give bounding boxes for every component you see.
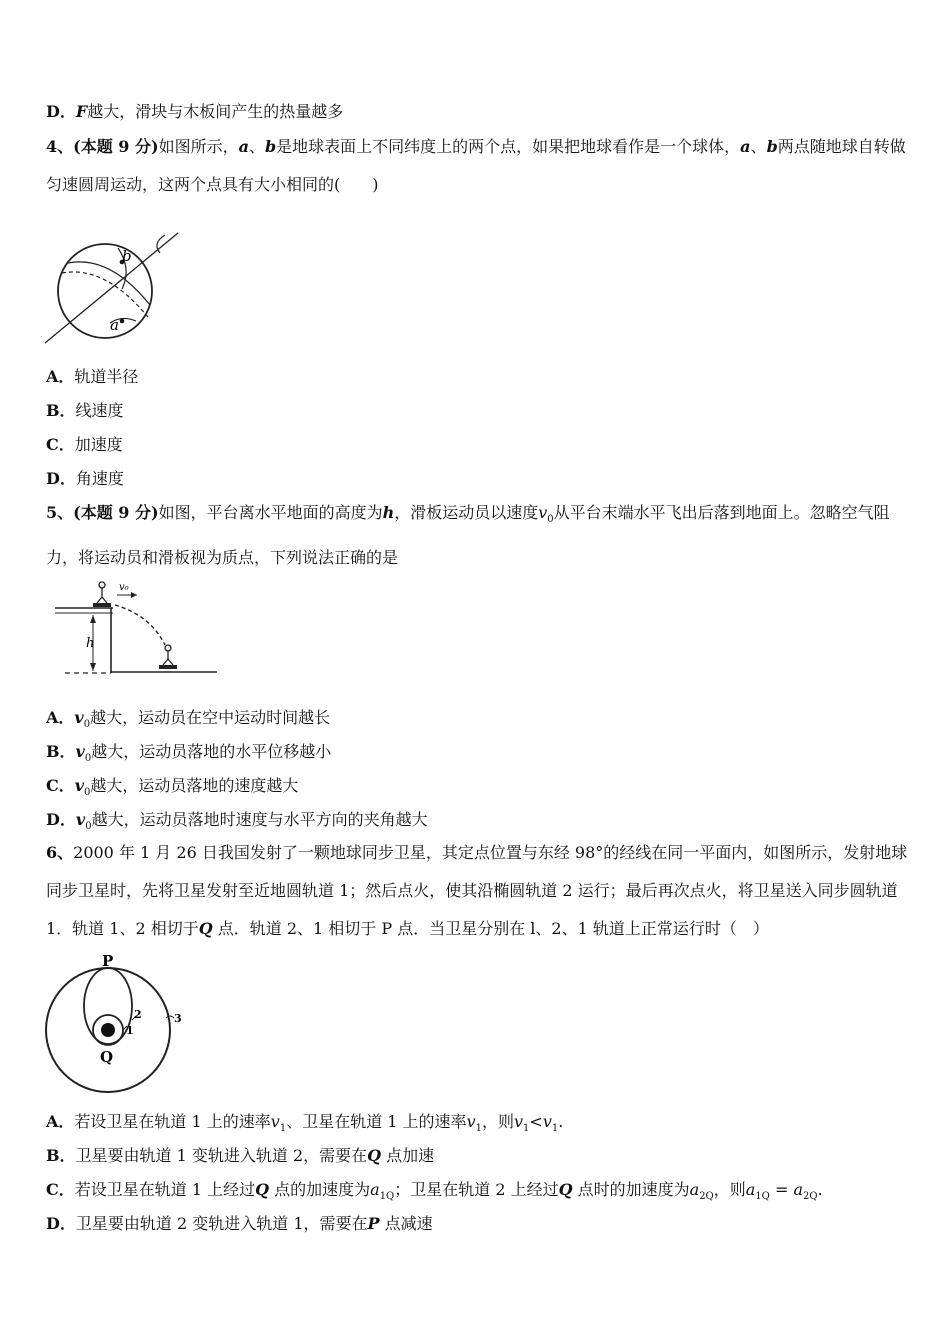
- option-text: 越大，运动员在空中运动时间越长: [90, 708, 331, 727]
- option-text: 点的加速度为: [269, 1180, 371, 1199]
- subscript: 2Q: [803, 1191, 818, 1203]
- label-q: Q: [100, 1048, 114, 1066]
- var-v: v: [542, 1112, 552, 1131]
- q4-globe-figure: [40, 225, 185, 350]
- equals: =: [769, 1180, 794, 1199]
- option-text: 加速度: [74, 435, 123, 454]
- q4-option-d[interactable]: [46, 469, 124, 489]
- var-v: v: [74, 708, 84, 727]
- separator: 、: [750, 137, 767, 156]
- subscript: 1: [279, 1123, 287, 1135]
- option-text: ；卫星在轨道 2 上经过: [394, 1180, 559, 1199]
- var-b: b: [264, 137, 277, 156]
- var-v: v: [270, 1112, 280, 1131]
- q5-option-c[interactable]: [46, 776, 298, 803]
- option-label: D．: [46, 469, 76, 488]
- var-v: v: [514, 1112, 524, 1131]
- q5-option-b[interactable]: [46, 742, 331, 769]
- var-p: P: [367, 1214, 380, 1233]
- option-text: ，则: [713, 1180, 746, 1199]
- stem-text: 2000 年 1 月 26 日我国发射了一颗地球同步卫星，其定点位置与东经 98°的经线在同一平面内，如图所示，发射地球同步卫星时，先将卫星发射至近地圆轨道 1；然后点火，使其沿椭圆轨道 2 运行；最后再次点火，将卫星送入同步圆轨道 1．轨道 1、2 相切于: [46, 843, 908, 938]
- stem-text: 从平台末端水平飞出后落到地面上。忽略空气阻力，将运动员和滑板视为质点，下列说法正确的是: [46, 503, 890, 568]
- q6-option-c[interactable]: [46, 1180, 823, 1207]
- label-b: b: [122, 247, 132, 265]
- option-text: 点减速: [379, 1214, 433, 1233]
- q3-option-d: [46, 102, 343, 122]
- q6-stem: [46, 834, 908, 948]
- var-h: h: [382, 503, 395, 522]
- option-label: B．: [46, 401, 76, 420]
- subscript: 0: [84, 787, 91, 799]
- option-text: 若设卫星在轨道 1 上的速率: [74, 1112, 271, 1131]
- option-text: 轨道半径: [74, 367, 139, 386]
- option-label: C．: [46, 776, 75, 795]
- stem-text: 点．轨道 2、1 相切于 P 点．当卫星分别在 l、2、1 轨道上正常运行时（ ）: [212, 919, 769, 938]
- stem-text: ，滑板运动员以速度: [394, 503, 539, 522]
- subscript: 0: [84, 753, 92, 765]
- subscript: 1: [475, 1123, 482, 1135]
- question-number: 6、: [46, 843, 74, 862]
- q4-option-b[interactable]: [46, 401, 124, 421]
- subscript: 0: [83, 719, 91, 731]
- var-b: b: [766, 137, 778, 156]
- q4-stem: [46, 128, 908, 204]
- option-text: 越大，运动员落地时速度与水平方向的夹角越大: [91, 810, 428, 829]
- stem-text: 两点随地球自转做匀速圆周运动，这两个点具有大小相同的( ): [46, 137, 906, 194]
- subscript: 1Q: [755, 1191, 770, 1203]
- stem-text: 是地球表面上不同纬度上的两个点，如果把地球看作是一个球体，: [276, 137, 741, 156]
- label-a: a: [110, 316, 119, 334]
- option-text: 卫星要由轨道 2 变轨进入轨道 1，需要在: [75, 1214, 368, 1233]
- less-than: <: [529, 1112, 543, 1131]
- var-v: v: [75, 742, 85, 761]
- var-f: F: [75, 102, 88, 121]
- question-meta: (本题 9 分): [73, 137, 159, 156]
- q6-option-b[interactable]: [46, 1146, 434, 1166]
- option-label: A．: [46, 367, 75, 386]
- question-number: 4、: [46, 137, 74, 156]
- subscript: 0: [547, 514, 554, 526]
- var-a: a: [745, 1180, 756, 1199]
- q6-option-a[interactable]: [46, 1112, 563, 1139]
- option-text: ，则: [481, 1112, 514, 1131]
- var-a: a: [689, 1180, 700, 1199]
- separator: 、: [248, 137, 265, 156]
- option-text: 、卫星在轨道 1 上的速率: [286, 1112, 467, 1131]
- period: .: [817, 1180, 823, 1199]
- var-a: a: [740, 137, 751, 156]
- var-v: v: [75, 810, 86, 829]
- var-a: a: [793, 1180, 803, 1199]
- label-p: P: [102, 952, 114, 970]
- label-v0: v₀: [119, 582, 129, 593]
- option-label: A．: [46, 1112, 75, 1131]
- option-text: 越大，滑块与木板间产生的热量越多: [87, 102, 344, 121]
- option-text: 线速度: [75, 401, 124, 420]
- option-label: B．: [46, 742, 76, 761]
- option-label: C．: [46, 1180, 75, 1199]
- option-text: 若设卫星在轨道 1 上经过: [74, 1180, 256, 1199]
- var-a: a: [238, 137, 249, 156]
- option-text: 点加速: [381, 1146, 435, 1165]
- option-label: A．: [46, 708, 75, 727]
- q5-option-a[interactable]: [46, 708, 330, 735]
- q6-orbit-figure: [40, 948, 190, 1096]
- var-v: v: [538, 503, 548, 522]
- label-h: h: [86, 636, 95, 651]
- var-v: v: [466, 1112, 476, 1131]
- option-text: 角速度: [75, 469, 124, 488]
- period: .: [558, 1112, 564, 1131]
- label-2: 2: [134, 1008, 142, 1021]
- q5-stem: [46, 494, 908, 577]
- option-label: D．: [46, 1214, 76, 1233]
- question-meta: (本题 9 分): [73, 503, 159, 522]
- var-q: Q: [558, 1180, 573, 1199]
- option-label: D．: [46, 810, 76, 829]
- option-text: 越大，运动员落地的水平位移越小: [91, 742, 332, 761]
- subscript: 1Q: [379, 1191, 395, 1203]
- label-1: 1: [126, 1024, 134, 1037]
- var-q: Q: [367, 1146, 382, 1165]
- var-q: Q: [198, 919, 213, 938]
- q4-option-c[interactable]: [46, 435, 123, 455]
- q5-platform-figure: [55, 575, 220, 680]
- option-text: 点时的加速度为: [572, 1180, 690, 1199]
- option-label: D．: [46, 102, 76, 121]
- subscript: 1: [523, 1123, 530, 1135]
- var-a: a: [370, 1180, 380, 1199]
- stem-text: 如图所示，: [158, 137, 239, 156]
- var-q: Q: [255, 1180, 270, 1199]
- subscript: 0: [85, 821, 92, 833]
- q4-option-a[interactable]: [46, 367, 138, 387]
- subscript: 2Q: [699, 1191, 714, 1203]
- option-text: 卫星要由轨道 1 变轨进入轨道 2，需要在: [75, 1146, 368, 1165]
- label-3: 3: [174, 1012, 182, 1025]
- stem-text: 如图，平台离水平地面的高度为: [158, 503, 383, 522]
- option-text: 越大，运动员落地的速度越大: [90, 776, 299, 795]
- subscript: 1: [551, 1123, 559, 1135]
- q6-option-d[interactable]: [46, 1214, 433, 1234]
- question-number: 5、: [46, 503, 74, 522]
- var-v: v: [74, 776, 85, 795]
- option-label: B．: [46, 1146, 76, 1165]
- option-label: C．: [46, 435, 75, 454]
